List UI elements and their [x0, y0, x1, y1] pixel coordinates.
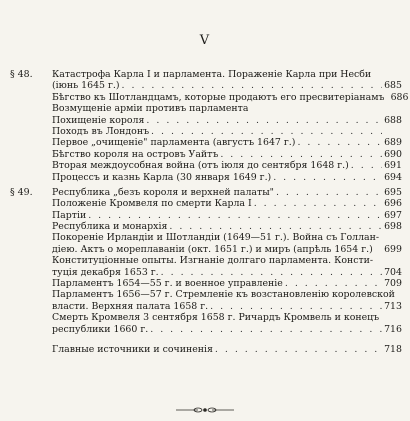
dot-leader: [349, 160, 382, 171]
entry-title: Положеніе Кромвеля по смерти Карла I: [52, 198, 252, 210]
dot-leader: [208, 301, 382, 312]
page-number: 713: [384, 300, 402, 312]
toc-entry-row: [10, 267, 402, 278]
toc-entry-row: [10, 126, 402, 137]
entry-title: (іюнь 1645 г.): [52, 80, 120, 92]
entry-title: Бѣгство къ Шотландцамъ, которые продаютъ его пресвитеріанамъ: [52, 91, 385, 103]
toc-entry-row: [10, 172, 402, 183]
toc-section-row: [10, 187, 402, 198]
entry-title: Походъ въ Лондонъ: [52, 125, 150, 137]
dot-leader: [148, 324, 382, 335]
toc-entry-row: [10, 232, 402, 243]
dot-leader: [213, 344, 382, 355]
entry-title: Смерть Кромвеля 3 сентября 1658 г. Ричардъ Кромвель и конецъ: [52, 312, 380, 324]
page-number: 686: [390, 91, 409, 103]
page-number: 690: [384, 148, 402, 160]
dot-leader: [144, 115, 382, 126]
toc-entry-row: [10, 221, 402, 232]
toc-entry-row: [10, 344, 402, 355]
entry-title: Вторая междоусобная война (отъ іюля до сентября 1648 г.): [52, 160, 349, 172]
entry-title: Парламентъ 1656—57 г. Стремленіе къ возстановленію королевской: [52, 289, 395, 301]
toc-entry-row: [10, 244, 402, 255]
entry-title: Парламентъ 1654—55 г. и военное управленіе: [52, 278, 283, 290]
toc-entry-row: [10, 137, 402, 148]
section-number: § 49.: [10, 186, 33, 198]
page-numeral: V: [199, 33, 211, 48]
entry-title: Республика и монархія: [52, 221, 168, 233]
entry-title: Республика „безъ короля и верхней палаты": [52, 186, 274, 198]
toc-entry-row: [10, 91, 409, 103]
entry-title: Конституціонные опыты. Изгнаніе долгаго парламента. Консти-: [52, 255, 374, 267]
page-number: 699: [384, 243, 402, 255]
ornament-divider: [0, 405, 410, 415]
toc-entry-row: [10, 149, 402, 160]
entry-title: Похищеніе короля: [52, 114, 145, 126]
toc-entry-row: [10, 255, 402, 266]
toc-entry-row: [10, 80, 402, 91]
page-number: 718: [384, 343, 402, 355]
entry-title: Покореніе Ирландіи и Шотландіи (1649—51 г.). Война съ Голлан-: [52, 232, 380, 244]
entry-title: Первое „очищеніе" парламента (августъ 1647 г.): [52, 137, 296, 149]
page-number: 685: [384, 80, 402, 92]
toc-entry-row: [10, 301, 402, 312]
toc-entry-row: [10, 312, 402, 323]
toc-entry-row: [10, 278, 402, 289]
dot-leader: [274, 187, 382, 198]
dot-leader: [252, 198, 382, 209]
dot-leader: [271, 172, 382, 183]
dot-leader: [167, 221, 382, 232]
section-number: § 48.: [10, 68, 33, 80]
page-number: 696: [384, 198, 402, 210]
toc-entry-row: [10, 160, 402, 171]
toc-entry-row: [10, 198, 402, 209]
page-number: 709: [384, 278, 402, 290]
table-of-contents: [10, 68, 409, 355]
entry-title: Главные источники и сочиненія: [52, 343, 213, 355]
toc-entry-row: [10, 103, 402, 114]
toc-entry-row: [10, 289, 402, 300]
entry-title: Катастрофа Карла I и парламента. Пораженіе Карла при Несби: [52, 68, 372, 80]
dot-leader: [283, 278, 382, 289]
entry-title: Возмущеніе арміи противъ парламента: [52, 103, 249, 115]
toc-entry-row: [10, 324, 402, 335]
entry-title: Партіи: [52, 209, 87, 221]
page-number: 697: [384, 209, 402, 221]
dot-leader: [149, 126, 382, 137]
dot-leader: [120, 80, 382, 91]
dot-leader: [159, 267, 382, 278]
toc-entry-row: [10, 210, 402, 221]
page-number: 689: [384, 137, 402, 149]
page-number: 688: [384, 114, 402, 126]
entry-title: діею. Актъ о мореплаваніи (окт. 1651 г.) и миръ (апрѣль 1654 г.): [52, 243, 373, 255]
entry-title: власти. Верхняя палата 1658 г.: [52, 300, 209, 312]
entry-title: Бѣгство короля на островъ Уайтъ: [52, 148, 219, 160]
page-number: 691: [384, 160, 402, 172]
toc-gap: [10, 335, 402, 344]
toc-entry-row: [10, 115, 402, 126]
page-number: 694: [384, 171, 402, 183]
page-number: 704: [384, 266, 402, 278]
dot-leader: [218, 149, 382, 160]
entry-title: республики 1660 г.: [52, 323, 149, 335]
dot-leader: [86, 210, 382, 221]
entry-title: туція декабря 1653 г.: [52, 266, 159, 278]
entry-title: Процессъ и казнь Карла (30 января 1649 г.): [52, 171, 272, 183]
page-number: 716: [384, 323, 402, 335]
page-number: 695: [384, 186, 402, 198]
page-number: 698: [384, 221, 402, 233]
toc-section-row: [10, 69, 402, 80]
dot-leader: [295, 137, 382, 148]
